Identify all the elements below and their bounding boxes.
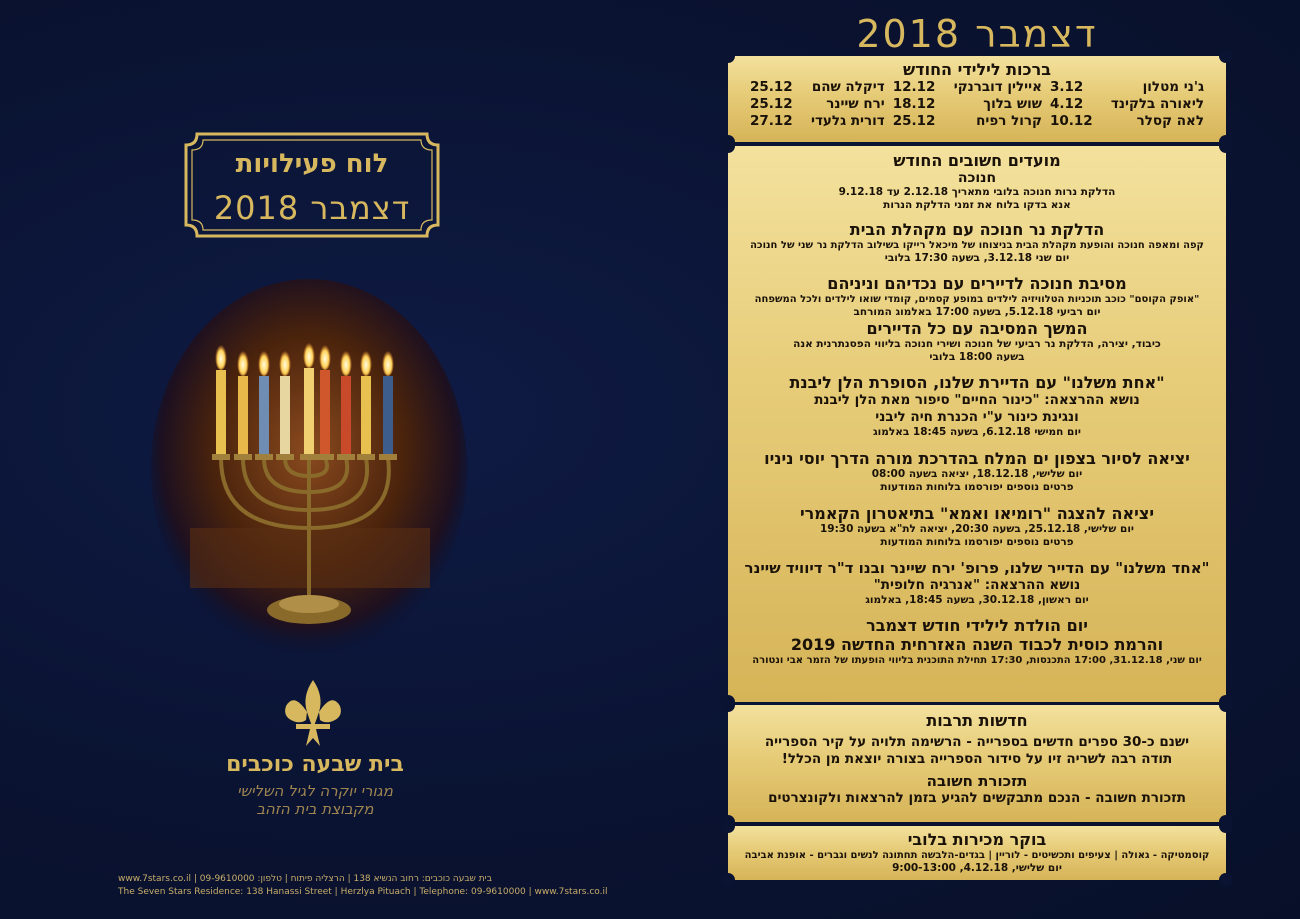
event-dead-sea-trip <box>728 449 1226 494</box>
event-lecture-livnat <box>728 373 1226 439</box>
birthday-name: לאה קסלר <box>1136 113 1204 129</box>
birthdays-panel <box>728 56 1226 142</box>
birthday-name: קרול רפיח <box>976 113 1042 129</box>
event-detail: יום שני, 31.12.18, 17:00 התכנסות, 17:30 תחילת התוכנית בליווי הופעתו של הזמר אבי ונטורה <box>752 655 1202 666</box>
birthday-name: דורית גלעדי <box>811 113 885 129</box>
menorah-photo <box>150 278 468 660</box>
event-detail: יום שלישי, 25.12.18, בשעה 20:30, יציאה לת"א בשעה 19:30 <box>819 523 1135 535</box>
event-detail: יום שלישי, 18.12.18, יציאה בשעה 08:00 <box>871 468 1083 480</box>
birthday-name: ליאורה בלקינד <box>1110 96 1204 112</box>
birthday-date: 3.12 <box>1049 79 1084 95</box>
event-detail: פרטים נוספים יפורסמו בלוחות המודעות <box>880 536 1074 548</box>
event-theatre-show <box>728 504 1226 549</box>
event-title: מסיבת חנוכה לדיירים עם נכדיהם וניניהם <box>827 274 1127 293</box>
event-detail: יום שני 3.12.18, בשעה 17:30 בלובי <box>884 252 1070 264</box>
footer-address-english: The Seven Stars Residence: 138 Hanassi Street | Herzlya Pituach | Telephone: 09-9610000 | www.7stars.co.il <box>118 887 608 897</box>
event-detail: ונגינת כינור ע"י הכנרת חיה ליבני <box>875 409 1079 425</box>
sale-detail: קוסמטיקה - גאולה | צעיפים ותכשיטים - לוריין | בגדים-הלבשה תחתונה לנשים וגברים - אופנת אביבה <box>744 850 1210 861</box>
birthday-date: 25.12 <box>892 113 936 129</box>
event-title: הדלקת נר חנוכה עם מקהלת הבית <box>849 220 1105 239</box>
event-detail: יום רביעי 5.12.18, בשעה 17:00 באלמוג המורחב <box>853 306 1101 318</box>
brand-tagline-group: מקבוצת בית הזהב <box>256 800 374 818</box>
footer-address-hebrew: בית שבעה כוכבים: רחוב הנשיא 138 | הרצליה פיתוח | טלפון: 09-9610000 | www.7stars.co.il <box>118 874 492 884</box>
sale-detail: יום שלישי, 4.12.18, 9:00-13:00 <box>892 862 1062 874</box>
birthday-name: ג'ני מטלון <box>1142 79 1204 95</box>
event-hanukkah <box>728 170 1226 212</box>
event-candle-lighting <box>728 220 1226 265</box>
birthdays-title: ברכות לילידי החודש <box>903 60 1051 79</box>
candles <box>215 340 394 456</box>
event-detail: הדלקת נרות חנוכה בלובי מתאריך 2.12.18 עד 9.12.18 <box>838 186 1116 198</box>
birthday-name: איילין דוברנקי <box>953 79 1042 95</box>
event-detail: יום חמישי 6.12.18, בשעה 18:45 באלמוג <box>872 426 1082 438</box>
events-title: מועדים חשובים החודש <box>893 151 1061 170</box>
event-detail: קפה ומאפה חנוכה והופעת מקהלת הבית בניצוחו של מיכאל רייקו בשילוב הדלקת נר שני של חנוכה <box>750 240 1204 251</box>
reminder-title: תזכורת חשובה <box>926 772 1028 790</box>
culture-detail: תודה רבה לשריה זיו על סידור הספרייה בצורה יוצאת מן הכלל! <box>781 751 1173 767</box>
event-detail: בשעה 18:00 בלובי <box>929 351 1025 363</box>
event-detail: נושא ההרצאה: "כינור החיים" סיפור מאת הלן ליבנת <box>814 392 1140 408</box>
event-title: "אחד משלנו" עם הדייר שלנו, פרופ' ירח שיינר ובנו ד"ר דיוויד שיינר <box>744 559 1210 577</box>
culture-detail: ישנם כ-30 ספרים חדשים בספרייה - הרשימה תלויה על קיר הספרייה <box>764 734 1190 750</box>
cover-title-frame <box>183 131 441 239</box>
birthday-date: 27.12 <box>750 113 793 129</box>
event-title: המשך המסיבה עם כל הדיירים <box>866 319 1088 338</box>
brand-tagline: מגורי יוקרה לגיל השלישי <box>237 782 393 800</box>
sale-title: בוקר מכירות בלובי <box>907 830 1047 849</box>
birthday-date: 10.12 <box>1049 113 1093 129</box>
event-title: חנוכה <box>957 170 997 186</box>
birthday-date: 25.12 <box>750 96 793 112</box>
event-lecture-shiner <box>728 559 1226 607</box>
event-title: "אחת משלנו" עם הדיירת שלנו, הסופרת הלן ליבנת <box>789 373 1165 392</box>
cover-title: לוח פעילויות <box>235 149 389 179</box>
event-title: יציאה להצגה "רומיאו ואמא" בתיאטרון הקאמרי <box>799 504 1155 523</box>
event-birthday-party <box>728 616 1226 667</box>
fleur-de-lis-logo <box>282 678 344 748</box>
event-title: והרמת כוסית לכבוד השנה האזרחית החדשה 2019 <box>790 635 1164 654</box>
event-detail: פרטים נוספים יפורסמו בלוחות המודעות <box>880 481 1074 493</box>
birthday-name: דיקלה שהם <box>811 79 885 95</box>
event-hanukkah-party <box>728 274 1226 364</box>
brand-name: בית שבעה כוכבים <box>226 752 404 777</box>
event-detail: "אופק הקוסם" כוכב תוכניות הטלוויזיה לילדים במופע קסמים, קומדי שואו לילדים ולכל המשפחה <box>754 294 1200 305</box>
cover-subtitle: דצמבר 2018 <box>213 189 411 227</box>
event-title: יציאה לסיור בצפון ים המלח בהדרכת מורה הדרך יוסי ניניו <box>764 449 1190 468</box>
birthday-date: 4.12 <box>1049 96 1084 112</box>
reminder-detail: תזכורת חשובה - הנכם מתבקשים להגיע בזמן להרצאות ולקונצרטים <box>768 790 1186 806</box>
events-panel <box>728 146 1226 702</box>
birthday-date: 12.12 <box>892 79 936 95</box>
event-detail: יום ראשון, 30.12.18, בשעה 18:45, באלמוג <box>865 594 1089 606</box>
birthday-date: 25.12 <box>750 79 793 95</box>
month-title: דצמבר 2018 <box>856 12 1098 56</box>
event-title: יום הולדת לילידי חודש דצמבר <box>866 616 1088 635</box>
culture-title: חדשות תרבות <box>926 711 1028 730</box>
sale-panel <box>728 826 1226 880</box>
event-detail: כיבוד, יצירה, הדלקת נר רביעי של חנוכה ושירי חנוכה בליווי הפסנתרנית אנה <box>793 338 1161 350</box>
birthday-date: 18.12 <box>892 96 936 112</box>
birthday-name: שוש בלוך <box>983 96 1042 112</box>
culture-panel <box>728 705 1226 822</box>
event-detail: נושא ההרצאה: "אנרגיה חלופית" <box>873 577 1081 593</box>
birthday-name: ירח שיינר <box>826 96 885 112</box>
birthdays-table <box>728 79 1226 129</box>
event-detail: אנא בדקו בלוח את זמני הדלקת הנרות <box>883 199 1071 211</box>
